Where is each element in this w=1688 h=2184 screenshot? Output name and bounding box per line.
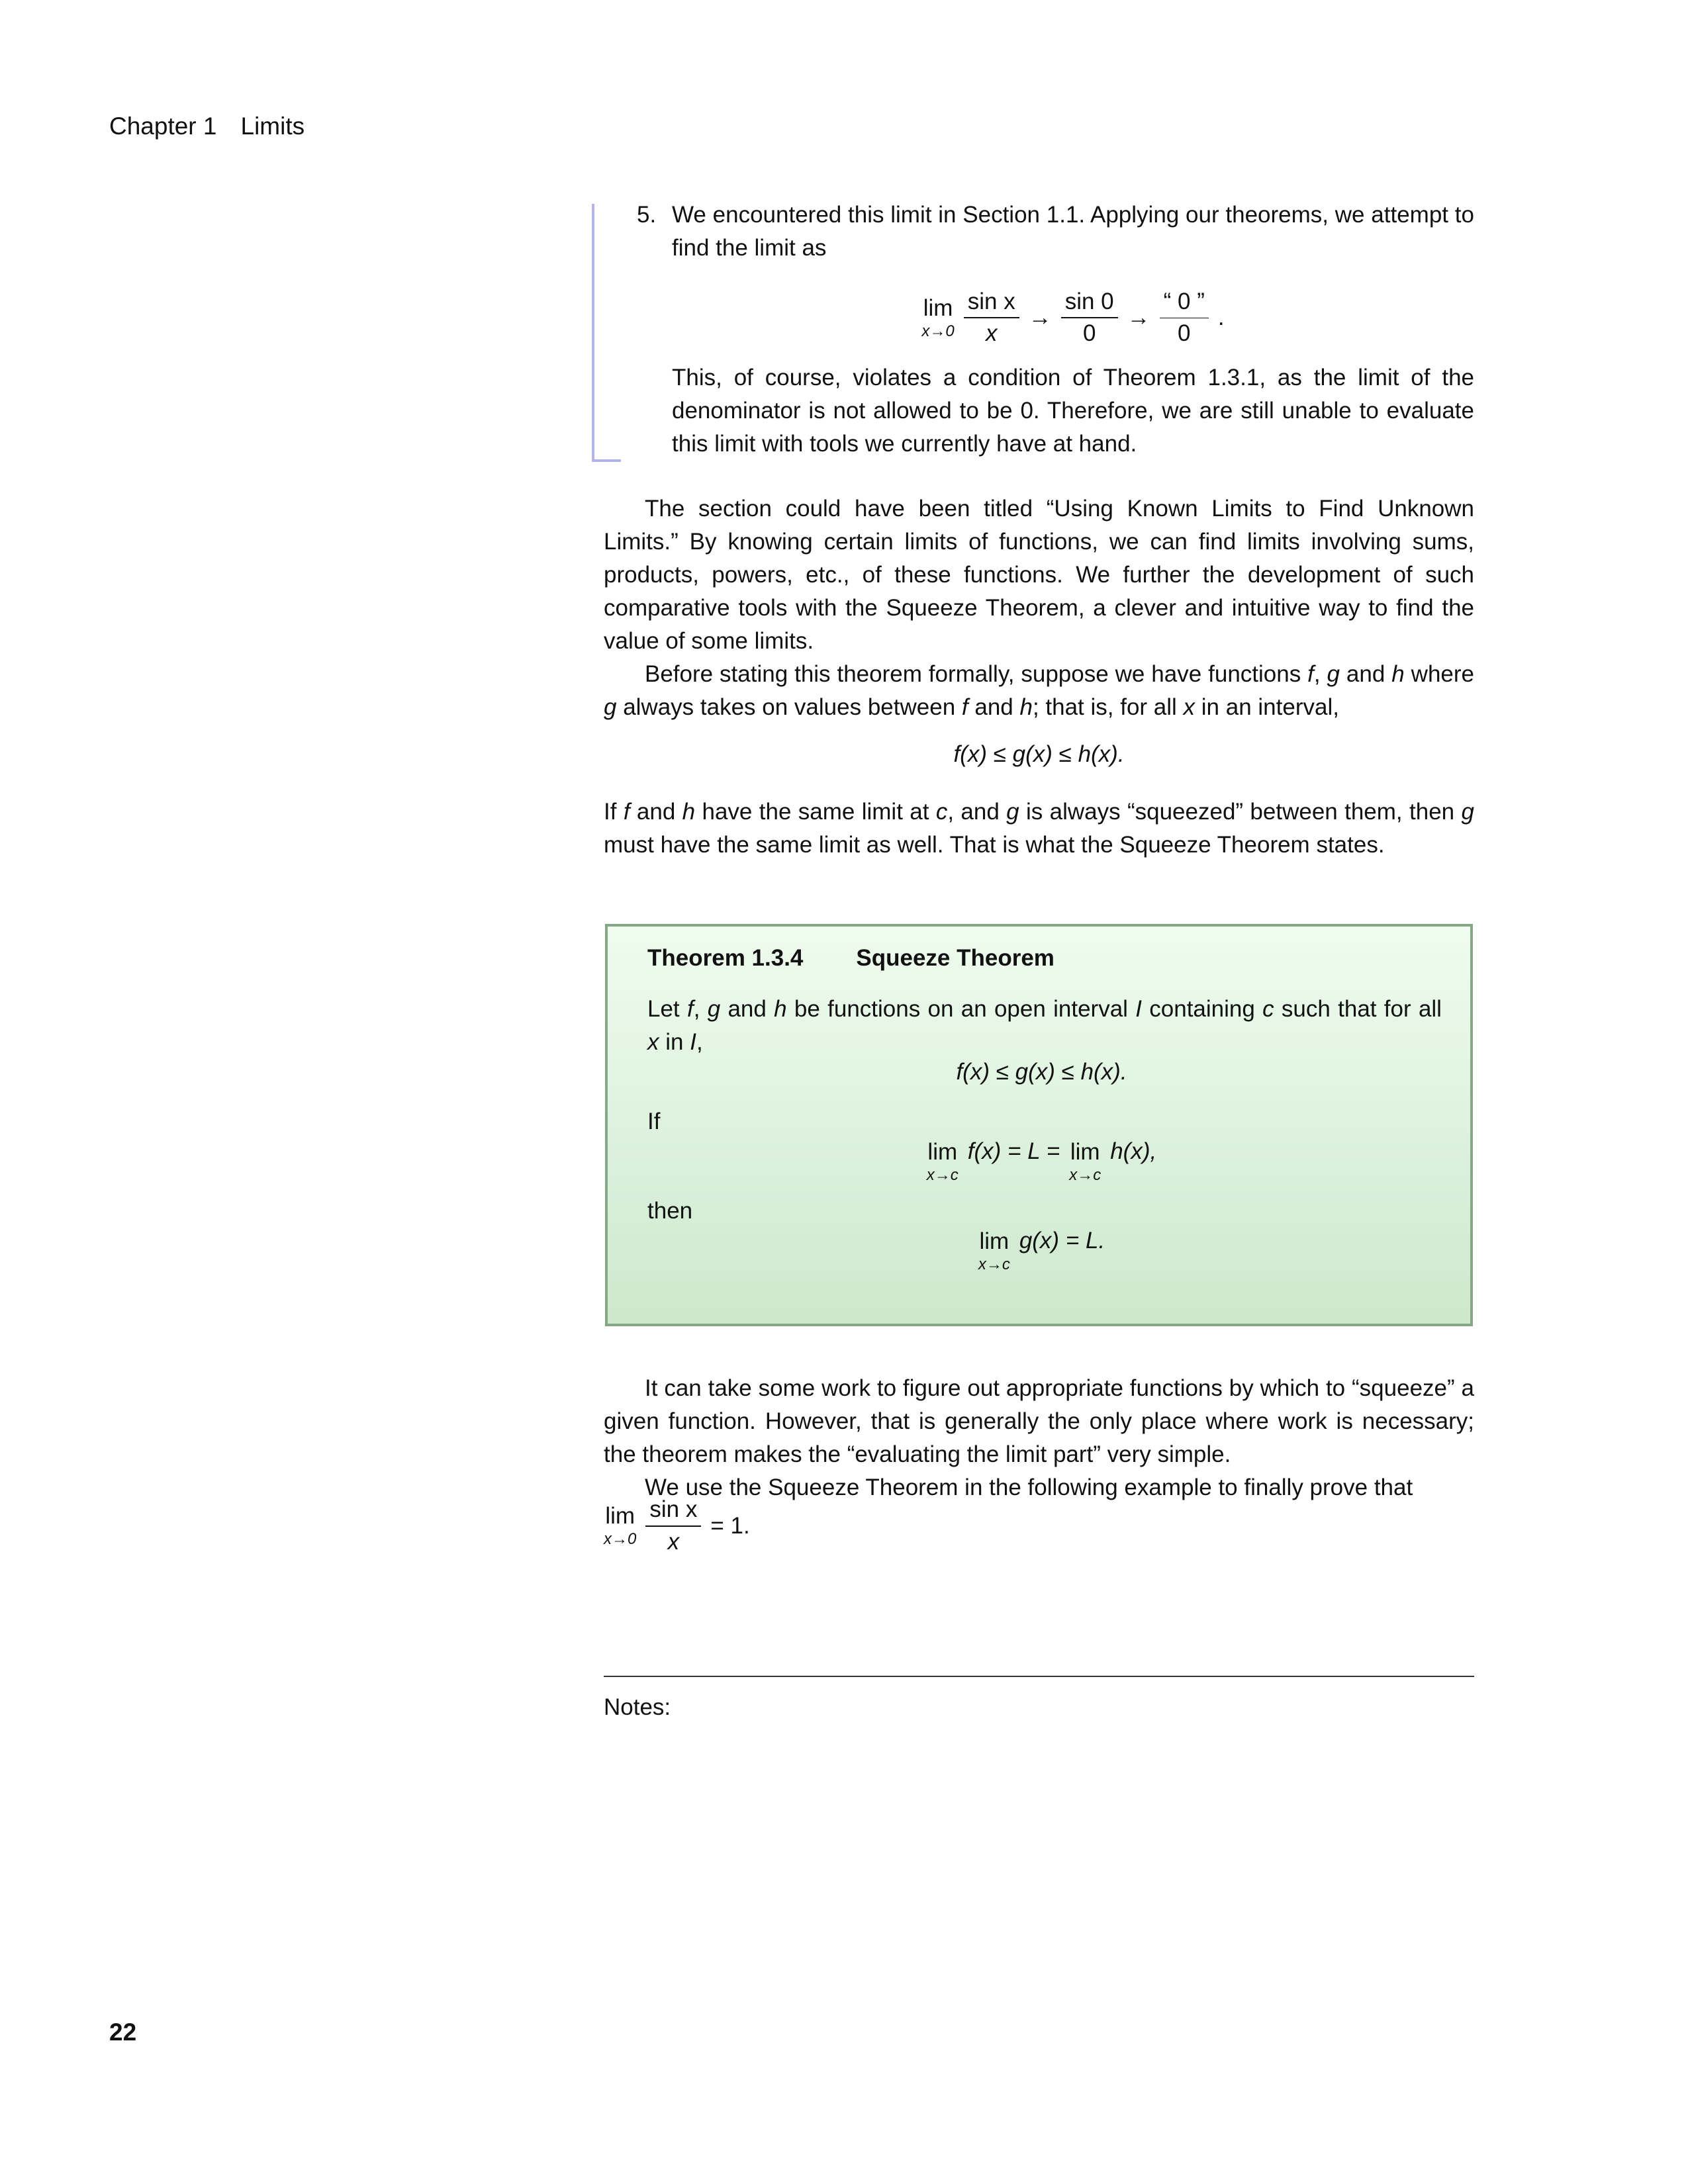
math-variable: c: [1262, 996, 1274, 1022]
display-limit-sinx-over-x: [672, 281, 1474, 354]
theorem-title: [647, 945, 1055, 972]
numerator: sin x: [645, 1497, 701, 1527]
lim-sub: x→0: [604, 1530, 637, 1548]
math-variable: x: [647, 1029, 659, 1055]
text-run: We encountered this limit in Section 1.1. Applying our theorems, we attempt to find the limit as: [672, 202, 1474, 261]
math-variable: c: [935, 799, 948, 825]
text-run: containing: [1141, 996, 1263, 1022]
paragraph: [604, 1372, 1474, 1471]
theorem-statement: [647, 993, 1442, 1059]
text-run: ,: [693, 996, 708, 1022]
text-run: ,: [696, 1029, 703, 1055]
lim-sub: x→0: [921, 322, 955, 340]
paragraph: [604, 796, 1474, 862]
math-variable: f: [961, 694, 968, 720]
lim-sub: x→c: [926, 1165, 959, 1184]
text-run: and: [1340, 661, 1392, 687]
text-run: ,: [1313, 661, 1327, 687]
math-variable: g: [1006, 799, 1019, 825]
math-variable: g: [707, 996, 721, 1022]
text-run: in: [659, 1029, 690, 1055]
theorem-name: Squeeze Theorem: [856, 945, 1055, 971]
text-run: This, of course, violates a condition of Theorem 1.3.1, as the limit of the denominator is not allowed to be 0. Therefore, we are still unable to evaluate this limit with tools we currently have at hand.: [672, 365, 1474, 457]
denominator: 0: [1178, 320, 1191, 346]
arrow: →: [1028, 304, 1052, 330]
text-run: It can take some work to figure out appropriate functions by which to “squeeze” a given function. However, that is generally the only place where work is necessary; the theorem makes the “evaluating the limit part” very simple.: [604, 1375, 1474, 1467]
lim: lim: [605, 1503, 635, 1529]
text-run: Before stating this theorem formally, suppose we have functions: [645, 661, 1308, 687]
text-run: and: [630, 799, 682, 825]
text-run: be functions on an open interval: [786, 996, 1136, 1022]
hypothesis-text: f(x) = L =: [967, 1138, 1060, 1164]
margin-bar: [592, 204, 594, 462]
numerator: sin x: [964, 289, 1019, 319]
if-label: If: [647, 1109, 661, 1134]
denominator: x: [985, 320, 998, 346]
notes-divider: [604, 1676, 1474, 1677]
text-run: in an interval,: [1195, 694, 1339, 720]
item-number: 5.: [637, 202, 657, 228]
period: .: [1217, 304, 1225, 330]
lim: lim: [1070, 1138, 1100, 1165]
text-run: If: [604, 799, 624, 825]
hypothesis: [608, 1138, 1476, 1185]
theorem-inequality: f(x) ≤ g(x) ≤ h(x).: [956, 1059, 1127, 1085]
theorem-number: Theorem 1.3.4: [647, 945, 804, 971]
math-variable: f: [686, 996, 694, 1022]
text-run: The section could have been titled “Using Known Limits to Find Unknown Limits.” By knowing certain limits of functions, we can find limits involving sums, products, powers, etc., of these functions. We further the development of such comparative tools with the Squeeze Theorem, a clever and intuitive way to find the value of some limits.: [604, 496, 1474, 654]
margin-bar-hook: [592, 459, 621, 462]
text-run: where: [1404, 661, 1474, 687]
math-variable: I: [1135, 996, 1142, 1022]
equals-one: = 1.: [710, 1512, 750, 1539]
conclusion-text: g(x) = L.: [1019, 1228, 1105, 1253]
math-variable: I: [690, 1029, 696, 1055]
notes-label: Notes:: [604, 1694, 671, 1720]
item5-intro: [672, 199, 1474, 265]
running-header: [109, 113, 305, 140]
text-run: is always “squeezed” between them, then: [1019, 799, 1462, 825]
text-run: always takes on values between: [616, 694, 962, 720]
lim: lim: [979, 1228, 1009, 1254]
conclusion: [608, 1228, 1476, 1274]
paragraph: [604, 658, 1474, 724]
lim-sub: x→c: [1069, 1165, 1102, 1184]
numerator: “ 0 ”: [1160, 289, 1209, 318]
chapter-label: Chapter 1: [109, 113, 217, 140]
inequality: f(x) ≤ g(x) ≤ h(x).: [953, 741, 1125, 767]
lim: lim: [923, 295, 953, 321]
math-variable: g: [1327, 661, 1340, 687]
text-run: , and: [947, 799, 1007, 825]
text-run: must have the same limit as well. That is what the Squeeze Theorem states.: [604, 832, 1385, 858]
math-variable: h: [682, 799, 696, 825]
theorem-box: [605, 924, 1473, 1326]
math-variable: g: [1461, 799, 1474, 825]
text-run: Let: [647, 996, 687, 1022]
math-variable: f: [623, 799, 630, 825]
paragraph: [604, 492, 1474, 658]
arrow: →: [1127, 304, 1150, 330]
text-run: ; that is, for all: [1032, 694, 1184, 720]
text-run: We use the Squeeze Theorem in the following example to finally prove that: [645, 1475, 1413, 1500]
lim: lim: [927, 1138, 958, 1165]
numerator: sin 0: [1061, 289, 1118, 319]
page-number: 22: [109, 2019, 137, 2046]
denominator: x: [667, 1528, 680, 1555]
chapter-title: Limits: [240, 113, 305, 140]
math-variable: g: [604, 694, 617, 720]
math-variable: h: [774, 996, 787, 1022]
item5-after: [672, 361, 1474, 461]
final-limit: [604, 1497, 750, 1555]
math-variable: h: [1391, 661, 1405, 687]
text-run: and: [968, 694, 1020, 720]
then-label: then: [647, 1198, 693, 1224]
denominator: 0: [1082, 320, 1096, 346]
math-variable: h: [1019, 694, 1033, 720]
hypothesis-text: h(x),: [1110, 1138, 1157, 1164]
text-run: and: [720, 996, 774, 1022]
math-variable: f: [1307, 661, 1314, 687]
text-run: such that for all: [1274, 996, 1442, 1022]
text-run: have the same limit at: [695, 799, 936, 825]
math-variable: x: [1183, 694, 1196, 720]
lim-sub: x→c: [978, 1255, 1010, 1273]
